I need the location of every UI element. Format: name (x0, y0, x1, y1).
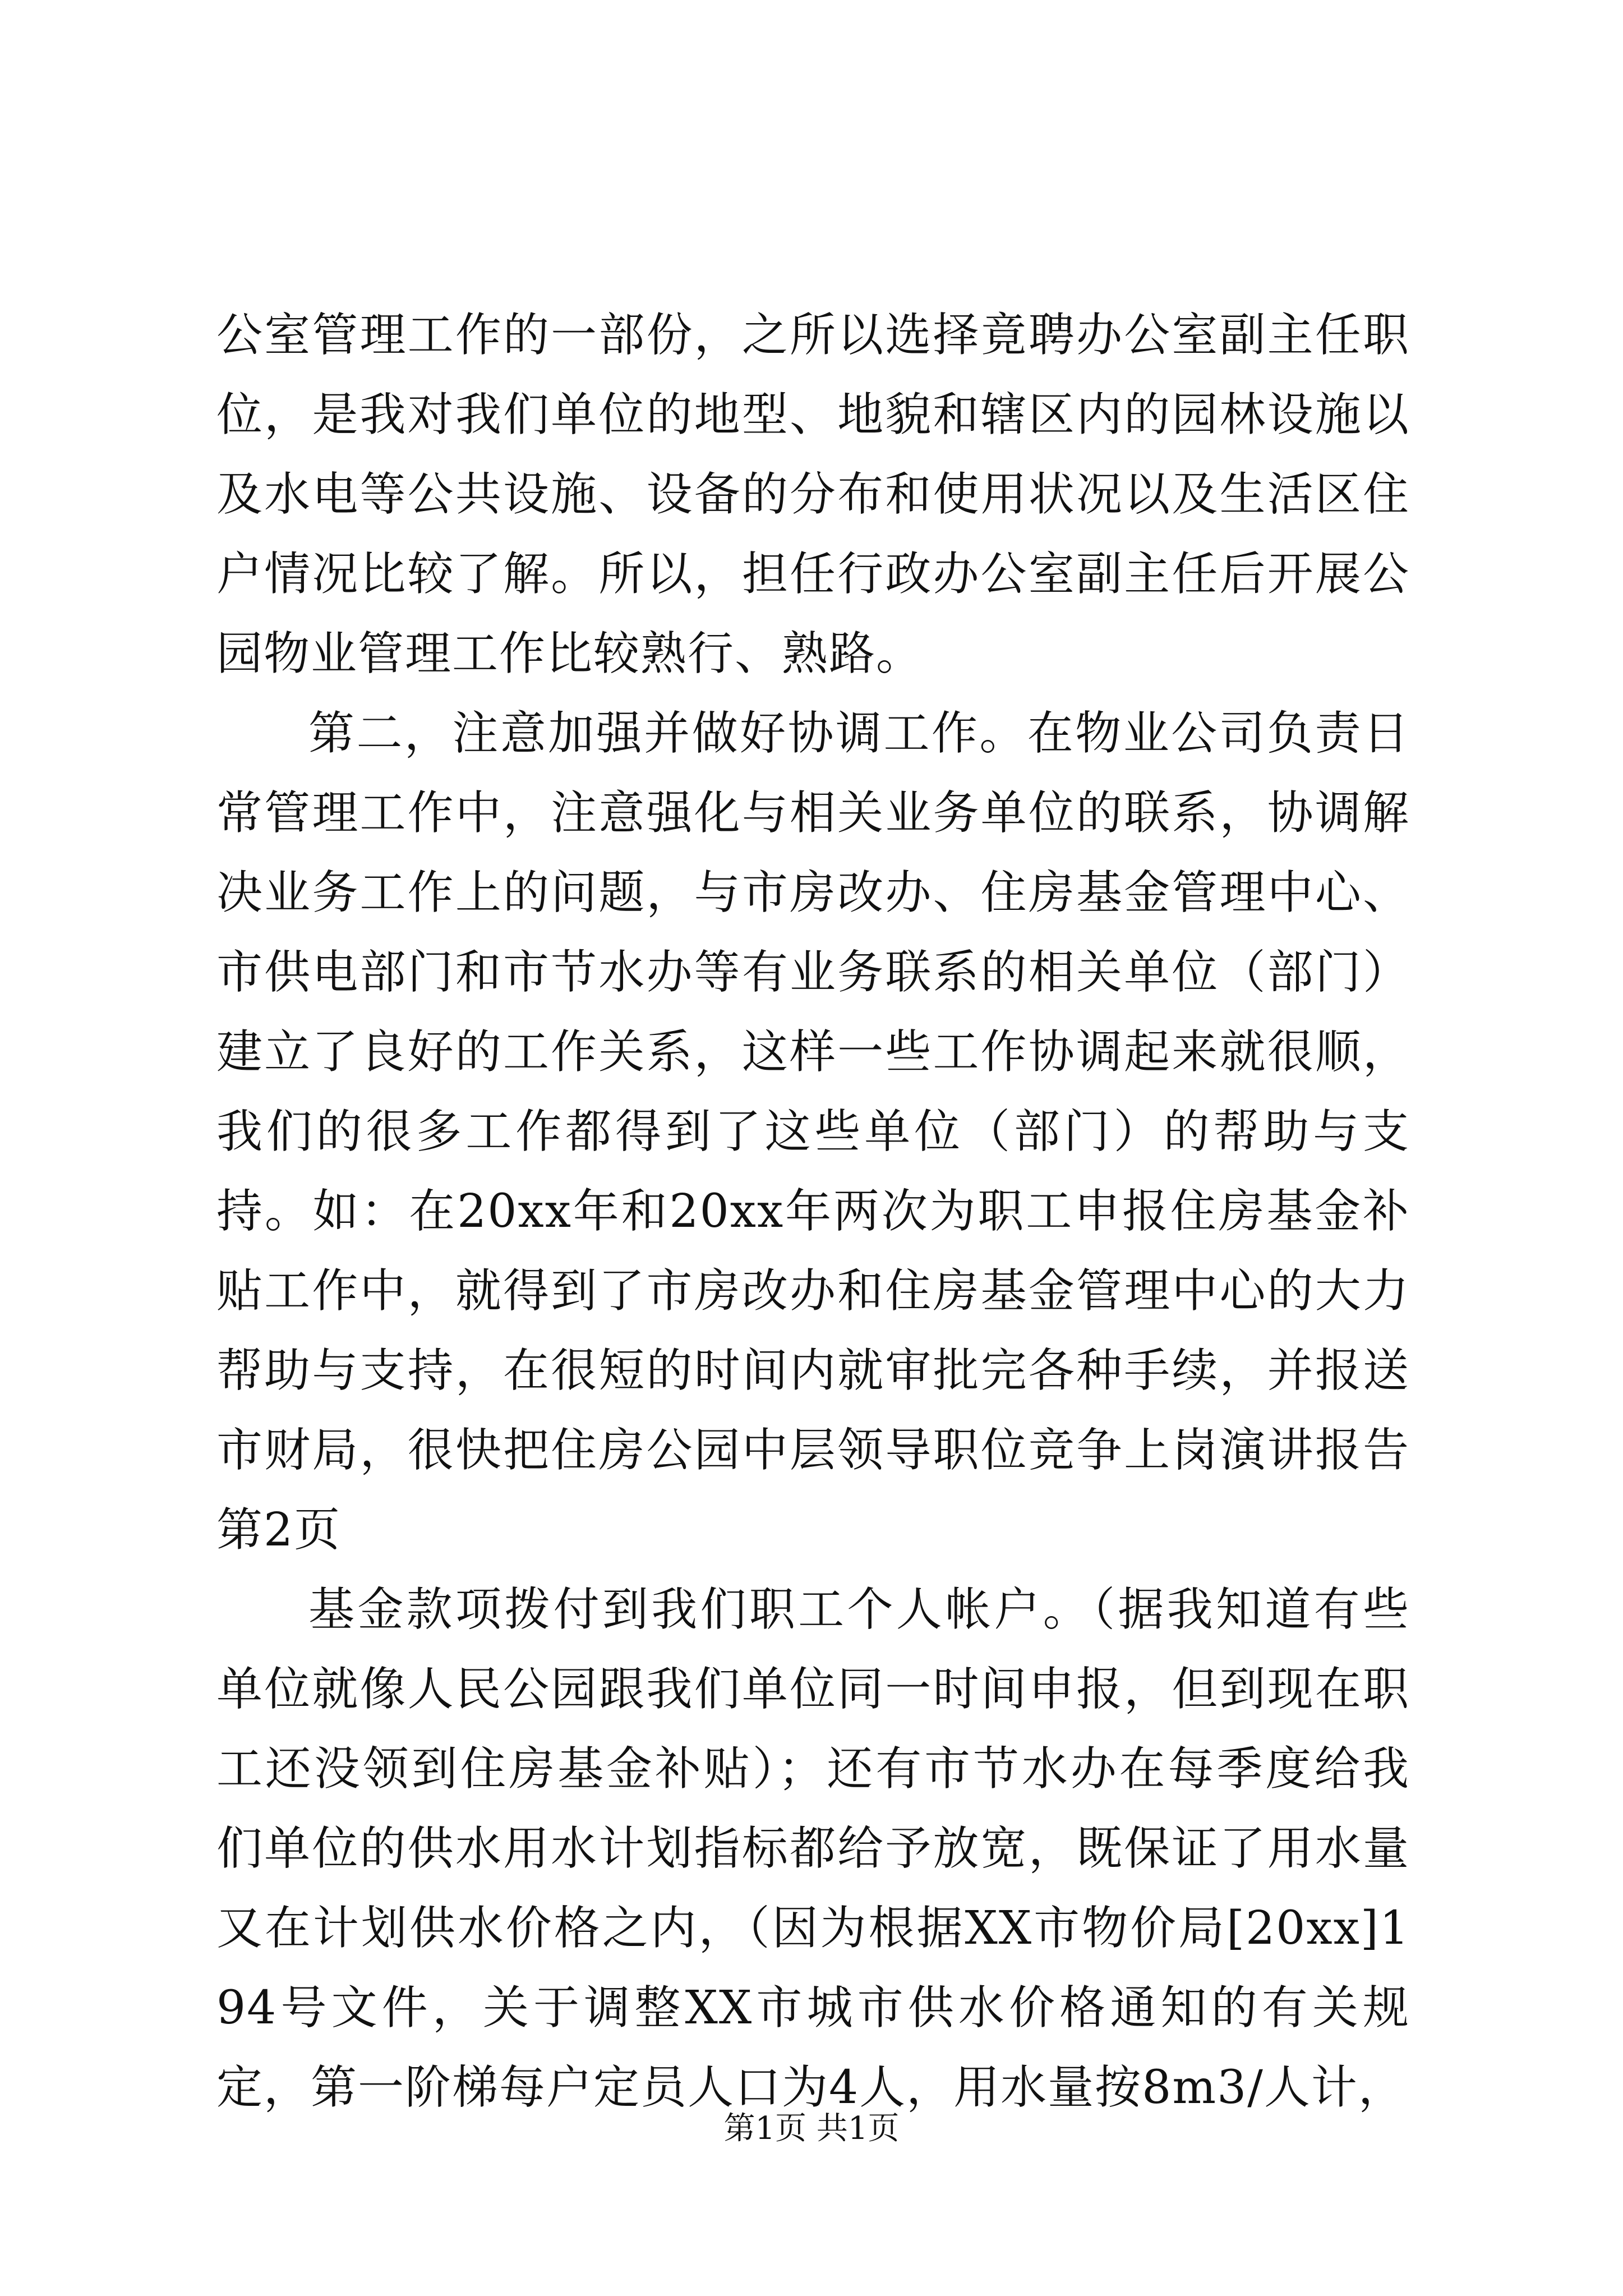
document-body (216, 296, 1410, 2128)
page-footer (0, 2109, 1623, 2148)
paragraph-3: 基金款项拨付到我们职工个人帐户。（据我知道有些单位就像人民公园跟我们单位同一时间申报，但到现在职工还没领到住房基金补贴）；还有市节水办在每季度给我们单位的供水用水计划指标都给予放宽，既保证了用水量又在计划供水价格之内，（因为根据XX市物价局[20xx]194号文件，关于调整XX市城市供水价格通知的有关规定，第一阶梯每户定员人口为4人，用水量按8m3/人计， (216, 1583, 1410, 2114)
paragraph-1: 公室管理工作的一部份，之所以选择竟聘办公室副主任职位，是我对我们单位的地型、地貌和辖区内的园林设施以及水电等公共设施、设备的分布和使用状况以及生活区住户情况比较了解。所以，担任行政办公室副主任后开展公园物业管理工作比较熟行、熟路。 (216, 309, 1410, 680)
paragraph-2: 第二，注意加强并做好协调工作。在物业公司负责日常管理工作中，注意强化与相关业务单位的联系，协调解决业务工作上的问题，与市房改办、住房基金管理中心、市供电部门和市节水办等有业务联系的相关单位（部门）建立了良好的工作关系，这样一些工作协调起来就很顺，我们的很多工作都得到了这些单位（部门）的帮助与支持。如：在20xx年和20xx年两次为职工申报住房基金补贴工作中，就得到了市房改办和住房基金管理中心的大力帮助与支持，在很短的时间内就审批完各种手续，并报送市财局，很快把住房公园中层领导职位竞争上岗演讲报告第2页 (216, 707, 1410, 1557)
page-number-label: 第1页 共1页 (723, 2110, 900, 2147)
